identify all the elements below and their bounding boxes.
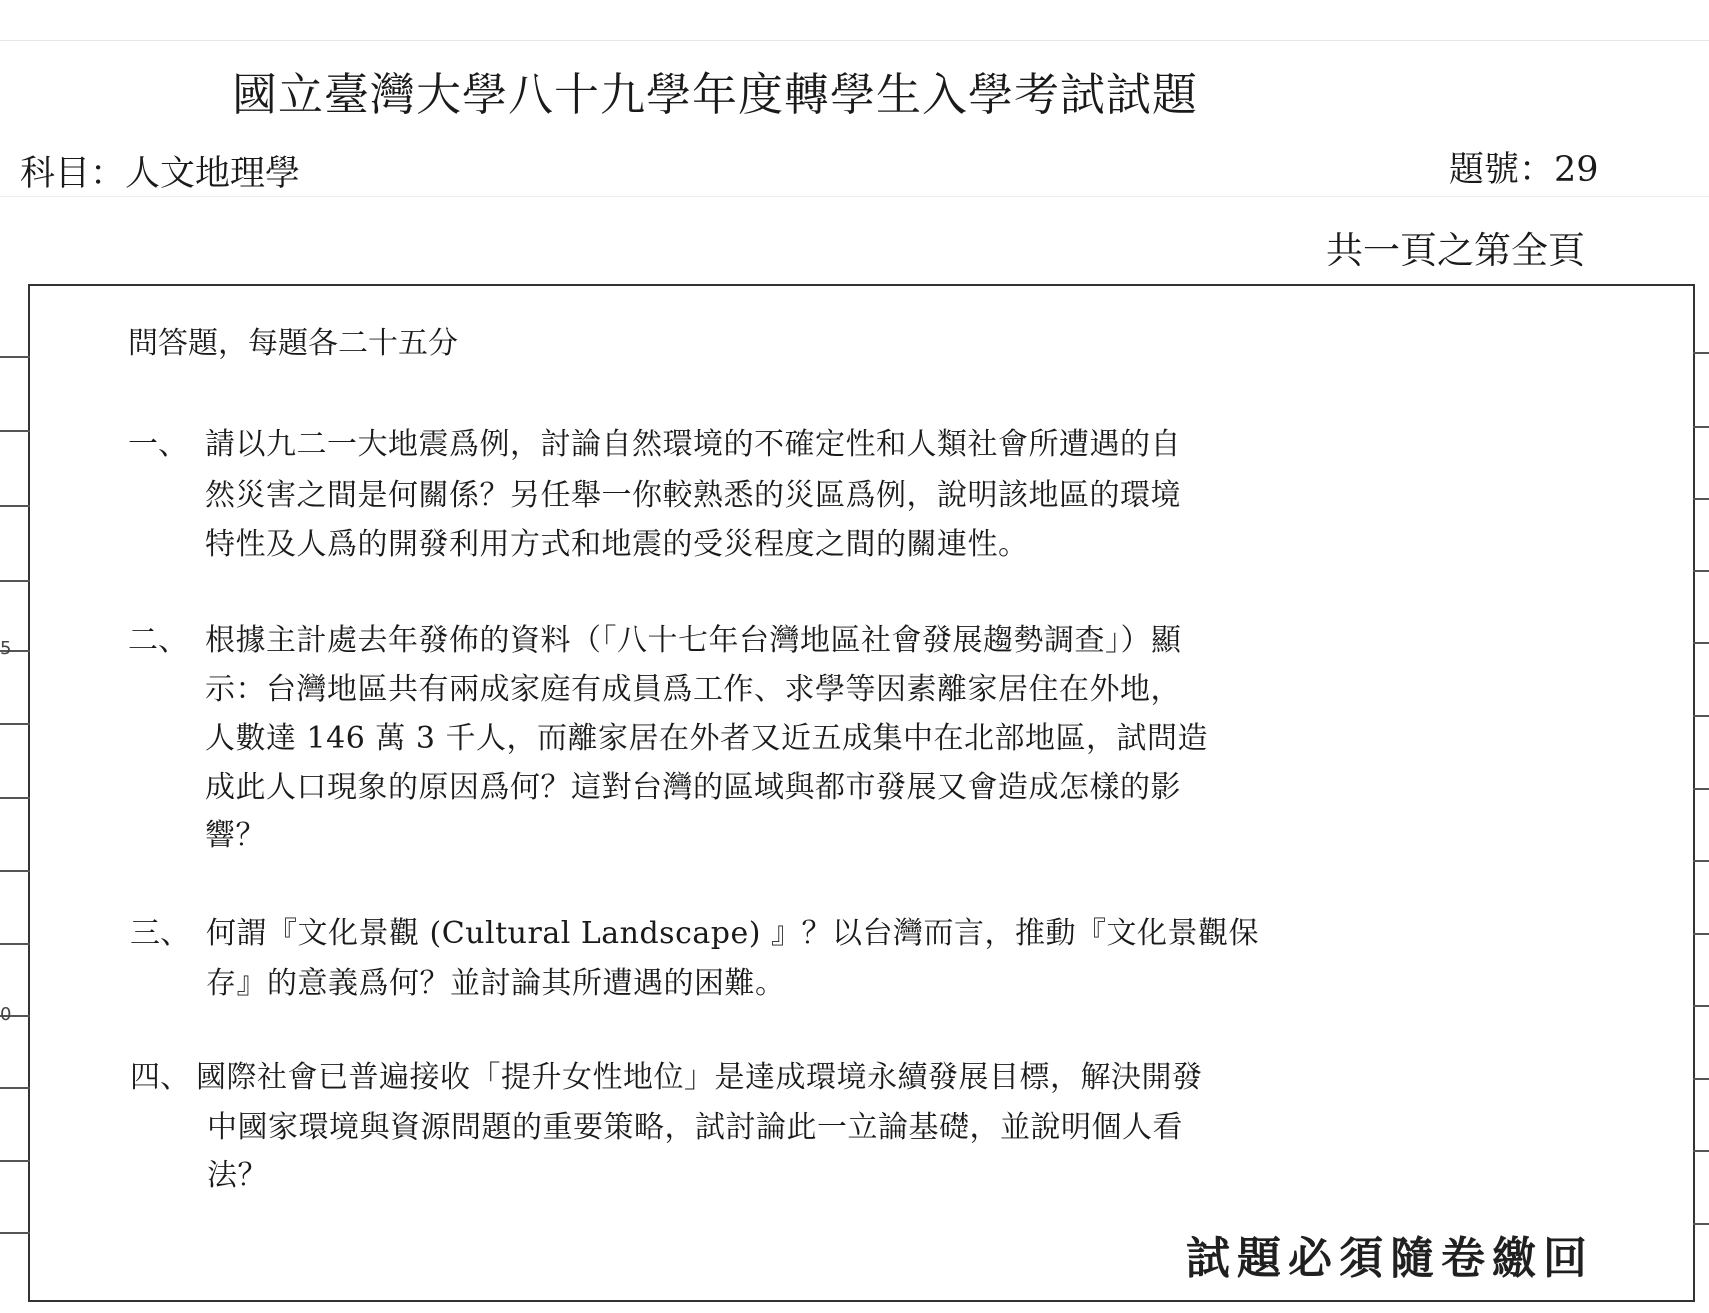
margin-tick xyxy=(0,1232,30,1234)
margin-tick xyxy=(1693,570,1709,572)
margin-tick xyxy=(0,505,30,507)
margin-tick xyxy=(1693,715,1709,717)
margin-tick xyxy=(1693,352,1709,354)
margin-tick xyxy=(0,430,30,432)
margin-tick-label: 5 xyxy=(0,638,12,659)
margin-tick xyxy=(1693,788,1709,790)
question-4-line: 中國家環境與資源問題的重要策略，試討論此一立論基礎，並說明個人看 xyxy=(207,1110,1183,1145)
question-1-line: 然災害之間是何關係？另任舉一你較熟悉的災區爲例，說明該地區的環境 xyxy=(205,478,1181,513)
question-4-line: 法？ xyxy=(207,1158,268,1193)
margin-tick xyxy=(1693,1223,1709,1225)
margin-tick xyxy=(0,943,30,945)
question-3-line: 存』的意義爲何？並討論其所遭遇的困難。 xyxy=(206,966,786,1001)
top-scan-line xyxy=(0,40,1709,41)
section-instructions: 問答題，每題各二十五分 xyxy=(128,326,458,361)
question-4-line: 國際社會已普遍接收「提升女性地位」是達成環境永續發展目標，解決開發 xyxy=(196,1060,1203,1095)
margin-tick xyxy=(1693,1078,1709,1080)
question-2-line: 根據主計處去年發佈的資料（「八十七年台灣地區社會發展趨勢調查」）顯 xyxy=(205,623,1182,658)
margin-tick xyxy=(0,723,30,725)
margin-tick xyxy=(0,580,30,582)
margin-tick xyxy=(1693,642,1709,644)
page-count: 共一頁之第全頁 xyxy=(1326,229,1585,272)
margin-tick xyxy=(0,356,30,358)
margin-tick xyxy=(1693,426,1709,428)
margin-tick xyxy=(1693,1150,1709,1152)
margin-tick xyxy=(0,870,30,872)
margin-tick-label: 0 xyxy=(0,1004,12,1025)
question-1-line: 請以九二一大地震爲例，討論自然環境的不確定性和人類社會所遭遇的自 xyxy=(205,427,1181,462)
exam-title: 國立臺灣大學八十九學年度轉學生入學考試試題 xyxy=(232,68,1199,121)
question-2-line: 人數達 146 萬 3 千人，而離家居在外者又近五成集中在北部地區，試問造 xyxy=(205,721,1208,756)
margin-tick xyxy=(1693,933,1709,935)
question-1-number: 一、 xyxy=(128,427,188,462)
question-number: 題號：29 xyxy=(1449,150,1599,190)
margin-tick xyxy=(1693,860,1709,862)
margin-tick xyxy=(0,797,30,799)
question-4-number: 四、 xyxy=(130,1060,190,1095)
header-divider xyxy=(0,196,1709,197)
subject-label: 科目：人文地理學 xyxy=(20,154,301,194)
question-2-line: 成此人口現象的原因爲何？這對台灣的區域與都市發展又會造成怎樣的影 xyxy=(205,770,1181,805)
margin-tick xyxy=(1693,498,1709,500)
question-3-line: 何謂『文化景觀 (Cultural Landscape) 』？以台灣而言，推動『文化景觀保 xyxy=(206,916,1259,951)
question-1-line: 特性及人爲的開發利用方式和地震的受災程度之間的關連性。 xyxy=(205,527,1029,562)
question-2-number: 二、 xyxy=(128,623,188,658)
question-3-number: 三、 xyxy=(130,916,190,951)
margin-tick xyxy=(0,1087,30,1089)
margin-tick xyxy=(0,1160,30,1162)
return-notice-stamp: 試題必須隨卷繳回 xyxy=(1186,1233,1594,1284)
question-2-line: 響？ xyxy=(205,818,266,853)
question-2-line: 示：台灣地區共有兩成家庭有成員爲工作、求學等因素離家居住在外地， xyxy=(205,672,1181,707)
margin-tick xyxy=(1693,1005,1709,1007)
